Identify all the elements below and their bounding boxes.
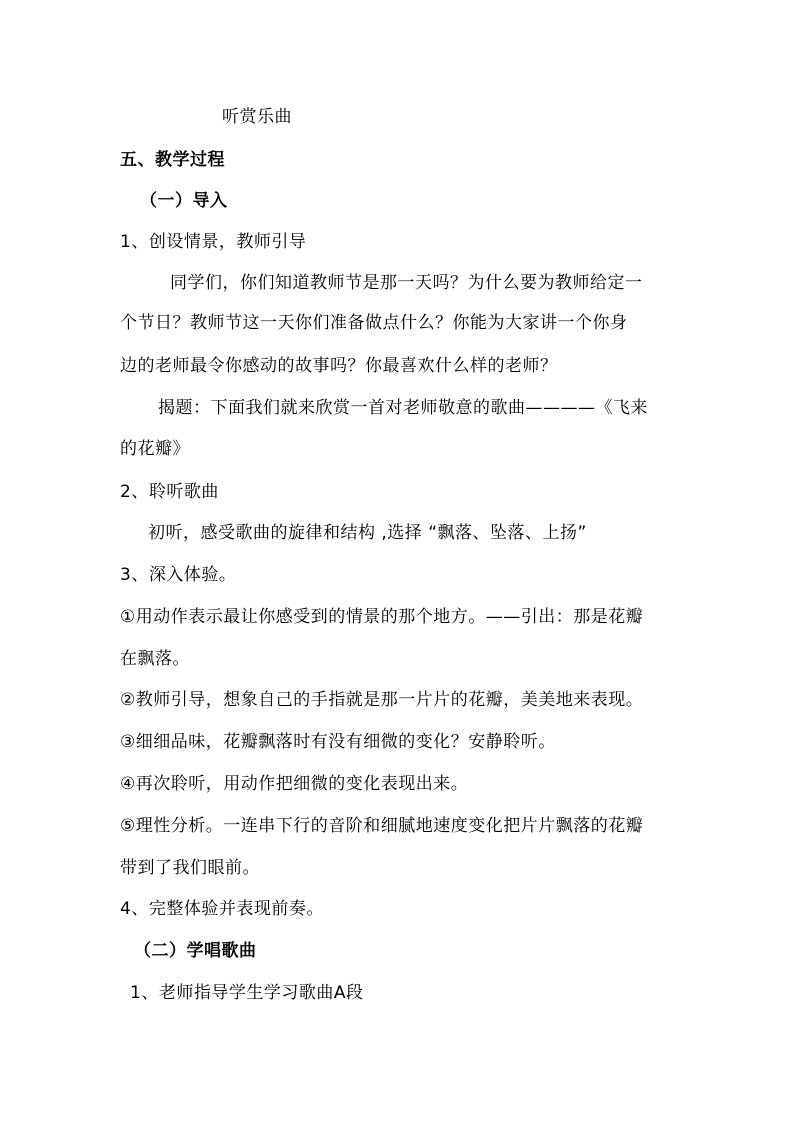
list-item-circled-2: ②教师引导，想象自己的手指就是那一片片的花瓣，美美地来表现。 xyxy=(120,690,644,710)
paragraph-line: 同学们，你们知道教师节是那一天吗？为什么要为教师给定一 xyxy=(170,273,643,293)
paragraph-line: 揭题：下面我们就来欣赏一首对老师敬意的歌曲————《飞来 xyxy=(158,398,648,418)
item-4-complete-experience: 4、完整体验并表现前奏。 xyxy=(120,899,324,919)
list-item-circled-5: ⑤理性分析。一连串下行的音阶和细腻地速度变化把片片飘落的花瓣 xyxy=(120,816,644,836)
text-line-listen-music: 听赏乐曲 xyxy=(222,107,292,127)
paragraph-line: 的花瓣》 xyxy=(120,439,190,459)
subheading-introduction: （一）导入 xyxy=(140,191,228,211)
item-1-learn-section-a: 1、老师指导学生学习歌曲A段 xyxy=(130,983,364,1003)
item-3-deep-experience: 3、深入体验。 xyxy=(120,565,237,585)
list-item-circled-4: ④再次聆听，用动作把细微的变化表现出来。 xyxy=(120,774,469,794)
paragraph-line: 个节日？教师节这一天你们准备做点什么？你能为大家讲一个你身 xyxy=(120,313,628,333)
item-2-listen-song: 2、聆听歌曲 xyxy=(120,482,219,502)
section-heading-teaching-process: 五、教学过程 xyxy=(120,150,225,170)
paragraph-line: 带到了我们眼前。 xyxy=(120,858,260,878)
list-item-circled-3: ③细细品味，花瓣飘落时有没有细微的变化？安静聆听。 xyxy=(120,732,556,752)
paragraph-line: 初听，感受歌曲的旋律和结构 ,选择 “飘落、坠落、上扬” xyxy=(148,523,587,543)
subheading-learn-song: （二）学唱歌曲 xyxy=(134,941,257,961)
paragraph-line: 边的老师最令你感动的故事吗？你最喜欢什么样的老师？ xyxy=(120,356,558,376)
paragraph-line: 在飘落。 xyxy=(120,649,190,669)
item-1-create-scene: 1、创设情景，教师引导 xyxy=(120,232,307,252)
list-item-circled-1: ①用动作表示最让你感受到的情景的那个地方。——引出：那是花瓣 xyxy=(120,607,644,627)
